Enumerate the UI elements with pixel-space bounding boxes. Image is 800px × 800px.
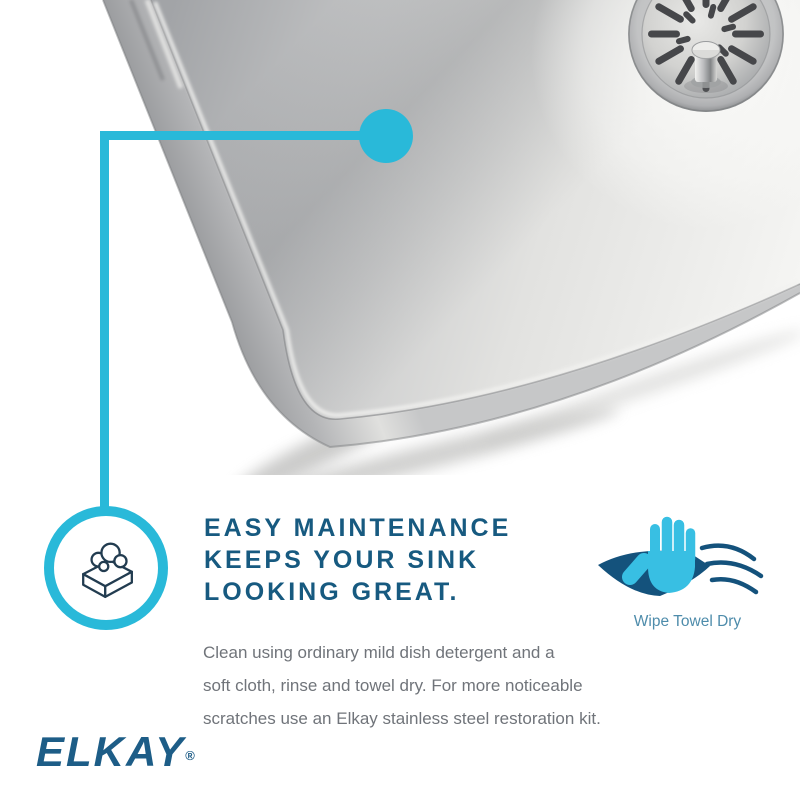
maintenance-icon-circle <box>44 506 168 630</box>
headline <box>204 512 511 608</box>
body-line-3: scratches use an Elkay stainless steel restoration kit. <box>203 709 601 728</box>
motion-lines-icon <box>702 546 761 592</box>
body-line-1: Clean using ordinary mild dish detergent and a <box>203 643 555 662</box>
callout-dot-icon <box>359 109 413 163</box>
headline-line-1: EASY MAINTENANCE <box>204 514 512 542</box>
callout-line-vertical <box>100 131 109 507</box>
elkay-logo <box>36 728 195 776</box>
headline-line-3: LOOKING GREAT. <box>204 578 460 606</box>
wipe-towel-dry-icon <box>580 503 780 605</box>
soap-sponge-icon <box>68 530 144 606</box>
body-text <box>203 636 601 735</box>
headline-line-2: KEEPS YOUR SINK <box>204 546 480 574</box>
registered-mark: ® <box>185 748 195 763</box>
callout-line-horizontal <box>100 131 390 140</box>
body-line-2: soft cloth, rinse and towel dry. For more noticeable <box>203 676 583 695</box>
logo-text: ELKAY <box>36 728 186 775</box>
wipe-towel-dry-label: Wipe Towel Dry <box>633 613 742 630</box>
